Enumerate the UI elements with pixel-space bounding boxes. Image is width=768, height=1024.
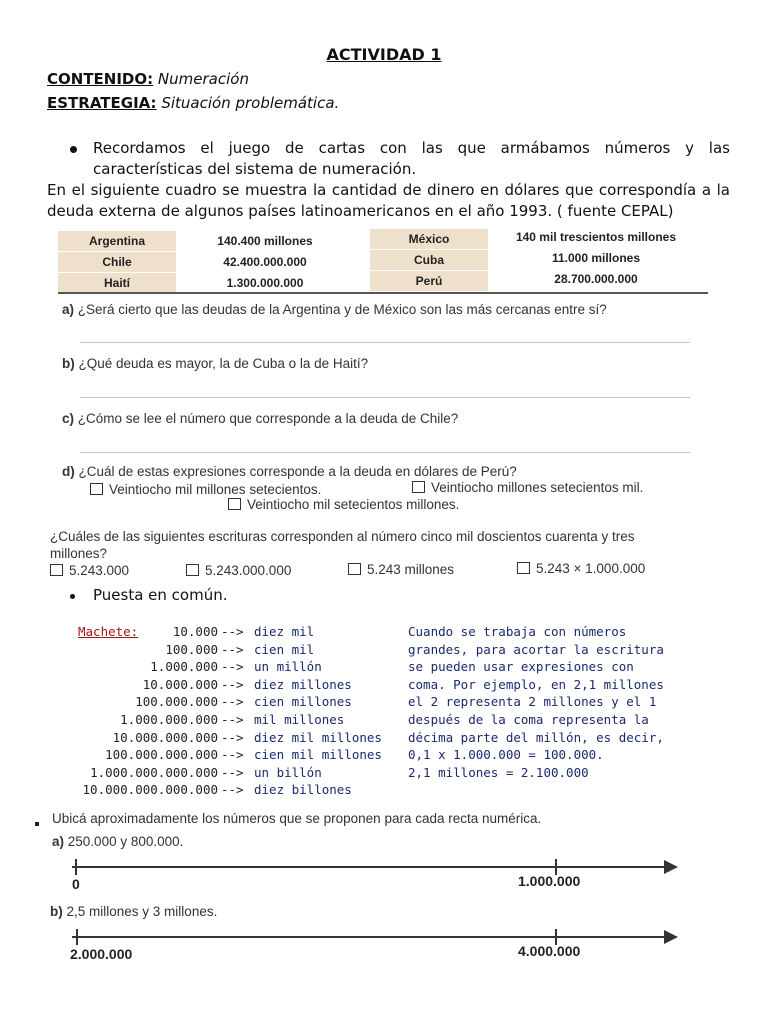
machete-word: diez billones: [254, 782, 352, 798]
table-country: México: [370, 229, 488, 249]
machete-number: 10.000.000: [142, 676, 218, 692]
machete-note-line: grandes, para acortar la escritura: [408, 641, 664, 657]
tick-mark: [76, 929, 78, 945]
machete-number: 10.000: [172, 624, 218, 639]
machete-arrow: -->: [221, 712, 244, 727]
numberline-a-start: 0: [72, 876, 80, 892]
machete-word: un millón: [254, 659, 322, 675]
contenido-label: CONTENIDO:: [47, 70, 154, 88]
machete-arrow: -->: [221, 694, 244, 710]
question-d: [62, 464, 517, 479]
machete-number: 10.000.000.000.000: [82, 782, 218, 798]
numberline-b-prompt: [50, 904, 217, 919]
machete-word: cien millones: [254, 694, 352, 710]
checkbox[interactable]: [517, 562, 530, 574]
table-amount: 11.000 millones: [551, 251, 641, 265]
option-d-1[interactable]: [90, 482, 321, 497]
machete-note-line: 2,1 millones = 2.100.000: [408, 764, 589, 780]
table-amount: 1.300.000.000: [226, 276, 304, 290]
contenido-line: [47, 70, 249, 88]
option-text: Veintiocho mil millones setecientos.: [109, 482, 322, 497]
page-title: ACTIVIDAD 1: [326, 45, 442, 64]
intro-paragraph: En el siguiente cuadro se muestra la cantidad de dinero en dólares que correspondía a la deuda externa de algunos países latinoamericanos en el año 1993. ( fuente CEPAL): [47, 181, 730, 220]
question-a-label: a): [62, 302, 75, 317]
table-country: Argentina: [58, 231, 176, 251]
arrow-head-icon: [664, 860, 678, 874]
bullet-text-2: Puesta en común.: [93, 586, 228, 604]
table-amount: 140 mil trescientos millones: [515, 230, 677, 244]
machete-note-line: décima parte del millón, es decir,: [408, 729, 664, 745]
question-b-label: b): [62, 356, 75, 371]
machete-number: 100.000.000: [135, 694, 218, 710]
question-b: [62, 356, 368, 371]
machete-word: cien mil: [254, 641, 315, 657]
estrategia-line: [47, 94, 339, 112]
table-amount: 28.700.000.000: [554, 272, 638, 286]
table-country: Cuba: [370, 250, 488, 270]
machete-note-line: después de la coma representa la: [408, 712, 649, 727]
table-country: Chile: [58, 252, 176, 272]
machete-word: diez millones: [254, 676, 352, 692]
machete-note-line: el 2 representa 2 millones y el 1: [408, 694, 657, 710]
option-e-4[interactable]: [517, 561, 645, 576]
option-text: 5.243.000.000: [205, 563, 292, 578]
machete-number: 1.000.000: [150, 659, 218, 675]
estrategia-value: Situación problemática.: [161, 94, 340, 112]
numberline-b-end: 4.000.000: [518, 943, 581, 959]
table-amount: 140.400 millones: [217, 234, 313, 248]
bullet-icon: [70, 594, 75, 599]
option-d-2[interactable]: [412, 480, 643, 495]
numberline-a-label: a): [52, 834, 65, 849]
machete-number: 1.000.000.000: [120, 712, 218, 727]
checkbox[interactable]: [186, 564, 199, 576]
number-line: [72, 936, 668, 938]
question-a: [62, 302, 607, 317]
machete-arrow: -->: [221, 729, 244, 745]
option-e-1[interactable]: [50, 563, 129, 578]
machete-number: 1.000.000.000.000: [90, 764, 218, 780]
machete-arrow: -->: [221, 641, 244, 657]
question-c-label: c): [62, 411, 75, 426]
option-text: 5.243.000: [69, 563, 130, 578]
bullet-icon: [70, 146, 77, 153]
question-a-text: ¿Será cierto que las deudas de la Argentina y de México son las más cercanas entre sí?: [77, 302, 607, 317]
arrow-head-icon: [664, 930, 678, 944]
answer-line-b[interactable]: [80, 397, 690, 398]
machete-arrow: -->: [221, 747, 244, 763]
checkbox[interactable]: [50, 564, 63, 576]
checkbox[interactable]: [412, 481, 425, 493]
option-e-3[interactable]: [348, 562, 454, 577]
machete-label: Machete:: [78, 624, 139, 639]
machete-arrow: -->: [221, 764, 244, 780]
dash-bullet: [35, 822, 39, 826]
option-d-3[interactable]: [228, 497, 459, 512]
numberline-a-end: 1.000.000: [518, 873, 581, 889]
machete-note-line: se pueden usar expresiones con: [408, 659, 634, 675]
machete-arrow: -->: [221, 676, 244, 692]
machete-number: 100.000: [165, 641, 218, 657]
question-c: [62, 411, 458, 426]
question-c-text: ¿Cómo se lee el número que corresponde a la deuda de Chile?: [77, 411, 459, 426]
answer-line-a[interactable]: [80, 342, 690, 343]
machete-arrow: -->: [221, 624, 244, 639]
checkbox[interactable]: [228, 498, 241, 510]
question-d-label: d): [62, 464, 75, 479]
numberline-a-text: 250.000 y 800.000.: [67, 834, 184, 849]
question-d-text: ¿Cuál de estas expresiones corresponde a la deuda en dólares de Perú?: [78, 464, 517, 479]
contenido-value: Numeración: [157, 70, 249, 88]
estrategia-label: ESTRATEGIA:: [47, 94, 157, 112]
numberline-b-start: 2.000.000: [70, 946, 133, 962]
numberline-b-text: 2,5 millones y 3 millones.: [66, 904, 218, 919]
option-text: 5.243 millones: [367, 562, 455, 577]
table-amount: 42.400.000.000: [223, 255, 307, 269]
checkbox[interactable]: [90, 483, 103, 495]
machete-word: diez mil millones: [254, 729, 382, 745]
machete-word: diez mil: [254, 624, 315, 639]
table-country: Haití: [58, 273, 176, 293]
machete-arrow: -->: [221, 782, 244, 798]
numberline-b-label: b): [50, 904, 63, 919]
bullet-text-1: Recordamos el juego de cartas con las que armábamos números y las características del sistema de numeración.: [93, 139, 730, 178]
option-e-2[interactable]: [186, 563, 291, 578]
machete-word: un billón: [254, 764, 322, 780]
machete-note-line: 0,1 x 1.000.000 = 100.000.: [408, 747, 604, 763]
number-line: [72, 866, 668, 868]
table-divider: [58, 292, 708, 294]
numberline-a-prompt: [52, 834, 183, 849]
machete-word: mil millones: [254, 712, 345, 727]
option-text: Veintiocho millones setecientos mil.: [431, 480, 644, 495]
question-b-text: ¿Qué deuda es mayor, la de Cuba o la de Haití?: [78, 356, 369, 371]
machete-number: 100.000.000.000: [105, 747, 218, 763]
question-e-text: ¿Cuáles de las siguientes escrituras corresponden al número cinco mil doscientos cuarenta y tres millones?: [50, 529, 635, 561]
tick-mark: [75, 859, 77, 875]
checkbox[interactable]: [348, 563, 361, 575]
option-text: 5.243 × 1.000.000: [536, 561, 646, 576]
table-country: Perú: [370, 271, 488, 291]
answer-line-c[interactable]: [80, 452, 690, 453]
option-text: Veintiocho mil setecientos millones.: [247, 497, 460, 512]
machete-arrow: -->: [221, 659, 244, 675]
numberline-instruction: Ubicá aproximadamente los números que se proponen para cada recta numérica.: [52, 811, 542, 826]
machete-note-line: Cuando se trabaja con números: [408, 624, 627, 639]
machete-word: cien mil millones: [254, 747, 382, 763]
machete-number: 10.000.000.000: [112, 729, 218, 745]
machete-note-line: coma. Por ejemplo, en 2,1 millones: [408, 676, 664, 692]
